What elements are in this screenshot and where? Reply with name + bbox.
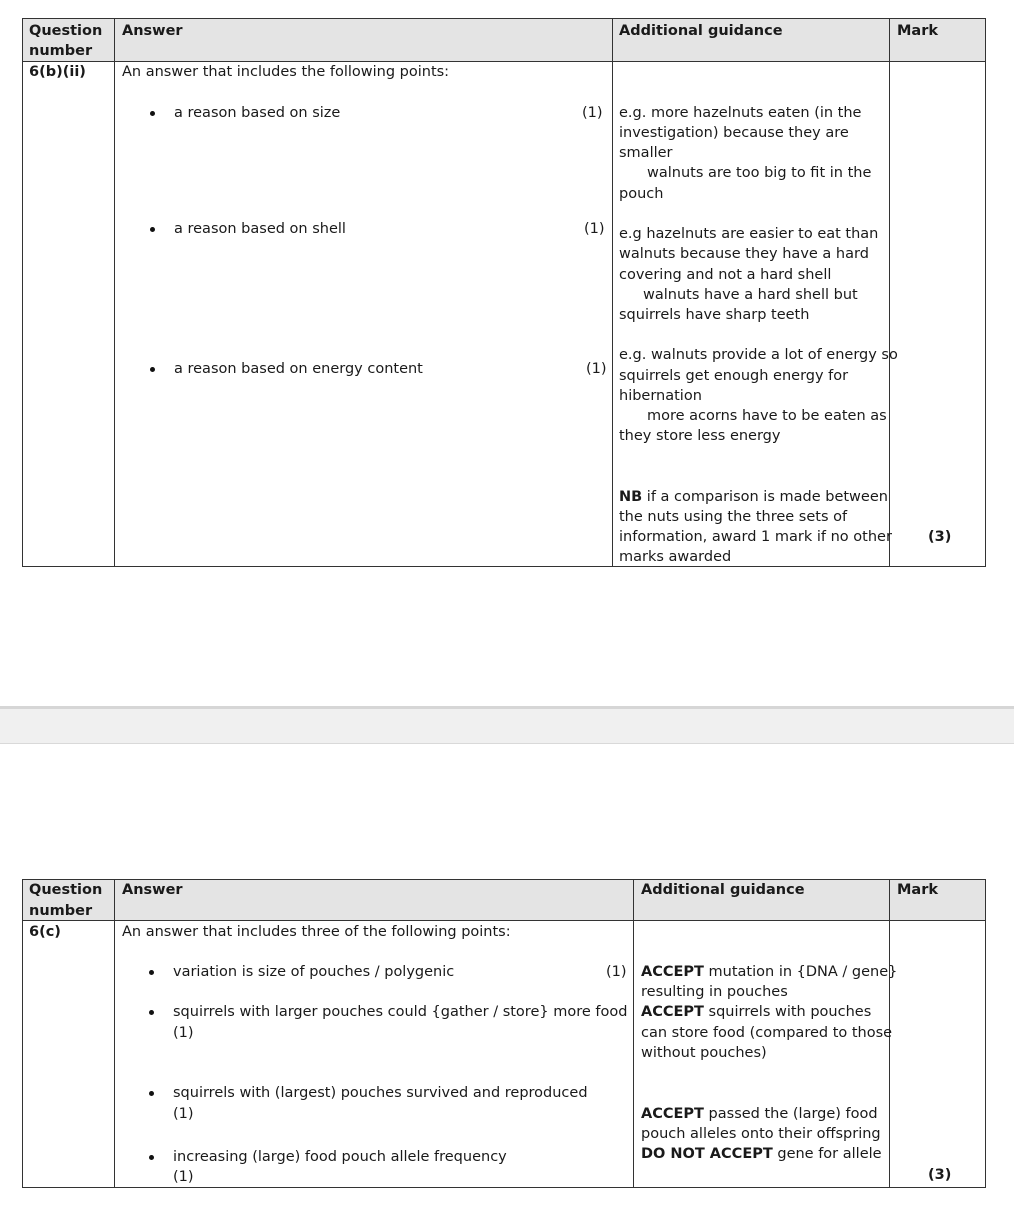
answer-point: increasing (large) food pouch allele frequency <box>173 1149 507 1165</box>
bullet-icon <box>150 227 155 232</box>
bullet-icon <box>149 1155 154 1160</box>
question-number: 6(c) <box>29 924 61 940</box>
guidance-line: hibernation <box>619 388 702 404</box>
point-mark: (1) <box>173 1106 194 1122</box>
guidance-accept: ACCEPT squirrels with pouches <box>641 1004 872 1020</box>
answer-intro: An answer that includes the following points: <box>122 64 450 80</box>
guidance-line: without pouches) <box>641 1045 767 1061</box>
bullet-icon <box>149 970 154 975</box>
guidance-line: can store food (compared to those <box>641 1025 893 1041</box>
point-mark: (1) <box>586 361 607 377</box>
header-guidance: Additional guidance <box>641 882 805 898</box>
guidance-line: smaller <box>619 145 673 161</box>
point-mark: (1) <box>582 105 603 121</box>
header-question: Question <box>29 882 103 898</box>
bullet-icon <box>149 1091 154 1096</box>
answer-point: squirrels with (largest) pouches survived and reproduced <box>173 1085 588 1101</box>
answer-point: a reason based on energy content <box>174 361 423 377</box>
guidance-line: covering and not a hard shell <box>619 267 832 283</box>
header-answer: Answer <box>122 23 183 39</box>
guidance-line: squirrels have sharp teeth <box>619 307 810 323</box>
guidance-line: the nuts using the three sets of <box>619 509 848 525</box>
total-mark: (3) <box>928 1167 952 1183</box>
answer-point: variation is size of pouches / polygenic <box>173 964 455 980</box>
guidance-line: information, award 1 mark if no other <box>619 529 892 545</box>
point-mark: (1) <box>173 1169 194 1185</box>
guidance-line: investigation) because they are <box>619 125 849 141</box>
point-mark: (1) <box>584 221 605 237</box>
answer-point: a reason based on size <box>174 105 341 121</box>
guidance-line: walnuts because they have a hard <box>619 246 869 262</box>
header-mark: Mark <box>897 23 939 39</box>
header-guidance: Additional guidance <box>619 23 783 39</box>
bullet-icon <box>150 367 155 372</box>
answer-point: squirrels with larger pouches could {gather / store} more food <box>173 1004 628 1020</box>
nb-note: NB if a comparison is made between <box>619 489 888 505</box>
point-mark: (1) <box>606 964 627 980</box>
guidance-line: walnuts are too big to fit in the <box>647 165 872 181</box>
answer-point: a reason based on shell <box>174 221 346 237</box>
guidance-line: e.g. more hazelnuts eaten (in the <box>619 105 862 121</box>
header-answer: Answer <box>122 882 183 898</box>
guidance-line: e.g. walnuts provide a lot of energy so <box>619 347 898 363</box>
guidance-line: squirrels get enough energy for <box>619 368 849 384</box>
total-mark: (3) <box>928 529 952 545</box>
guidance-line: they store less energy <box>619 428 781 444</box>
guidance-line: marks awarded <box>619 549 732 565</box>
page-gap <box>0 709 1014 744</box>
bullet-icon <box>150 111 155 116</box>
header-number: number <box>29 43 93 59</box>
answer-intro: An answer that includes three of the following points: <box>122 924 511 940</box>
guidance-line: pouch <box>619 186 664 202</box>
question-number: 6(b)(ii) <box>29 64 86 80</box>
bullet-icon <box>149 1010 154 1015</box>
guidance-accept: ACCEPT mutation in {DNA / gene} <box>641 964 898 980</box>
guidance-do-not-accept: DO NOT ACCEPT gene for allele <box>641 1146 882 1162</box>
header-mark: Mark <box>897 882 939 898</box>
header-number: number <box>29 903 93 919</box>
guidance-line: e.g hazelnuts are easier to eat than <box>619 226 879 242</box>
guidance-line: resulting in pouches <box>641 984 788 1000</box>
guidance-line: more acorns have to be eaten as <box>647 408 887 424</box>
guidance-line: pouch alleles onto their offspring <box>641 1126 881 1142</box>
header-question: Question <box>29 23 103 39</box>
guidance-accept: ACCEPT passed the (large) food <box>641 1106 878 1122</box>
guidance-line: walnuts have a hard shell but <box>643 287 858 303</box>
point-mark: (1) <box>173 1025 194 1041</box>
